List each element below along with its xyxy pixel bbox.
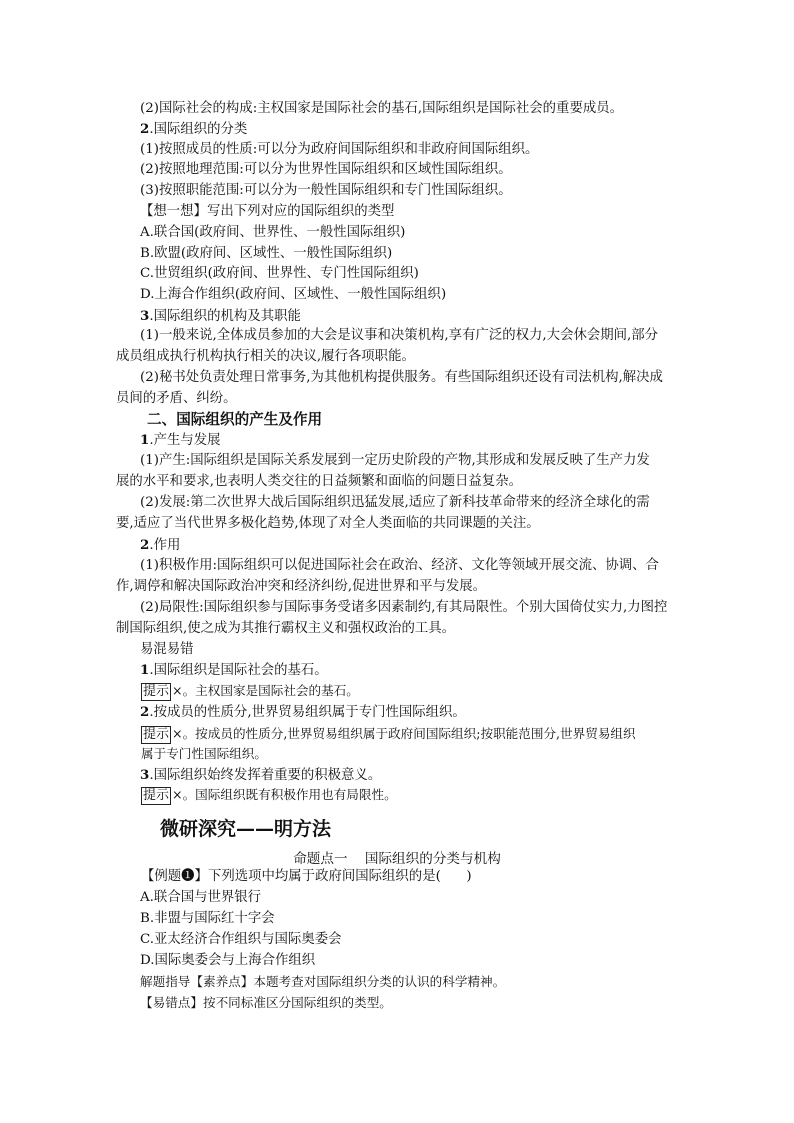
question-text: .国际组织始终发挥着重要的积极意义。: [149, 768, 382, 783]
text-line: (1)积极作用:国际组织可以促进国际社会在政治、经济、文化等领域开展交流、协调、合: [140, 558, 659, 573]
text-line: 员间的矛盾、纠纷。: [116, 391, 237, 406]
subheading-text: .国际组织的分类: [149, 122, 248, 137]
hint-text: ×。主权国家是国际社会的基石。: [172, 683, 359, 698]
question-item: [140, 702, 466, 723]
example-stem: 下列选项中均属于政府间国际组织的是( ): [207, 869, 472, 884]
subheading-number: 3: [140, 308, 150, 324]
subheading-text: .国际组织的机构及其职能: [149, 309, 301, 324]
hint-line: [141, 681, 359, 701]
text-line: B.欧盟(政府间、区域性、一般性国际组织): [140, 246, 393, 261]
subheading-number: 2: [140, 537, 150, 553]
subheading: [140, 306, 301, 327]
text-line: 作,调停和解决国际政治冲突和经济纠纷,促进世界和平与发展。: [116, 579, 487, 594]
option-a: A.联合国与世界银行: [140, 890, 262, 905]
subheading-text: .产生与发展: [149, 433, 221, 448]
text-line: 成员组成执行机构执行相关的决议,履行各项职能。: [116, 349, 415, 364]
text-line: (3)按照职能范围:可以分为一般性国际组织和专门性国际组织。: [140, 183, 512, 198]
question-number: 1: [140, 662, 150, 678]
section-heading: 二、国际组织的产生及作用: [147, 411, 323, 428]
question-item: [140, 660, 328, 681]
think-heading: 【想一想】写出下列对应的国际组织的类型: [140, 204, 395, 219]
example-label: 【例题❶】: [141, 869, 208, 884]
text-line: C.世贸组织(政府间、世界性、专门性国际组织): [140, 266, 419, 281]
question-text: .国际组织是国际社会的基石。: [149, 663, 328, 678]
text-line: (1)按照成员的性质:可以分为政府间国际组织和非政府间国际组织。: [140, 142, 539, 157]
subheading-text: .作用: [149, 538, 181, 553]
subheading: [140, 430, 221, 451]
text-line: D.上海合作组织(政府间、区域性、一般性国际组织): [140, 287, 447, 302]
question-number: 2: [140, 704, 150, 720]
hint-label: 提示: [143, 788, 170, 803]
hint-label: 提示: [143, 684, 170, 699]
text-line: A.联合国(政府间、世界性、一般性国际组织): [140, 225, 406, 240]
text-line: (1)一般来说,全体成员参加的大会是议事和决策机构,享有广泛的权力,大会休会期间,部分: [140, 328, 659, 343]
subheading-number: 2: [140, 121, 150, 137]
option-d: D.国际奥委会与上海合作组织: [140, 953, 316, 968]
hint-text: ×。国际组织既有积极作用也有局限性。: [172, 787, 397, 802]
question-item: [140, 765, 381, 786]
text-line: (2)发展:第二次世界大战后国际组织迅猛发展,适应了新科技革命带来的经济全球化的需: [140, 495, 650, 510]
text-line: 展的水平和要求,也表明人类交往的日益频繁和面临的问题日益复杂。: [116, 474, 522, 489]
option-b: B.非盟与国际红十字会: [140, 911, 275, 926]
topic-heading: 命题点一 国际组织的分类与机构: [293, 851, 501, 867]
subheading-number: 1: [140, 432, 150, 448]
text-line: (2)秘书处负责处理日常事务,为其他机构提供服务。有些国际组织还设有司法机构,解决成: [140, 370, 663, 385]
hint-label: 提示: [143, 727, 170, 742]
subheading: [140, 535, 180, 556]
text-line: 要,适应了当代世界多极化趋势,体现了对全人类面临的共同课题的关注。: [116, 516, 540, 531]
hint-text: ×。按成员的性质分,世界贸易组织属于政府间国际组织;按职能范围分,世界贸易组织: [172, 726, 636, 741]
example-question: [141, 867, 472, 887]
hint-line: [141, 724, 636, 744]
text-line: (2)按照地理范围:可以分为世界性国际组织和区域性国际组织。: [140, 162, 512, 177]
confusion-heading: 易混易错: [140, 642, 194, 657]
error-point: 【易错点】按不同标准区分国际组织的类型。: [140, 995, 392, 1010]
solution-guide: 解题指导【素养点】本题考查对国际组织分类的认识的科学精神。: [140, 974, 506, 989]
text-line: (2)国际社会的构成:主权国家是国际社会的基石,国际组织是国际社会的重要成员。: [140, 101, 624, 116]
text-line: (1)产生:国际组织是国际关系发展到一定历史阶段的产物,其形成和发展反映了生产力发: [140, 453, 650, 468]
hint-line: [141, 785, 397, 805]
option-c: C.亚太经济合作组织与国际奥委会: [140, 932, 342, 947]
hint-text-continued: 属于专门性国际组织。: [141, 746, 267, 761]
subheading: [140, 119, 247, 140]
part-title: 微研深究——明方法: [160, 818, 332, 840]
question-number: 3: [140, 767, 150, 783]
text-line: 制国际组织,使之成为其推行霸权主义和强权政治的工具。: [116, 621, 456, 636]
text-line: (2)局限性:国际组织参与国际事务受诸多因素制约,有其局限性。个别大国倚仗实力,力图控: [140, 600, 668, 615]
question-text: .按成员的性质分,世界贸易组织属于专门性国际组织。: [149, 705, 466, 720]
